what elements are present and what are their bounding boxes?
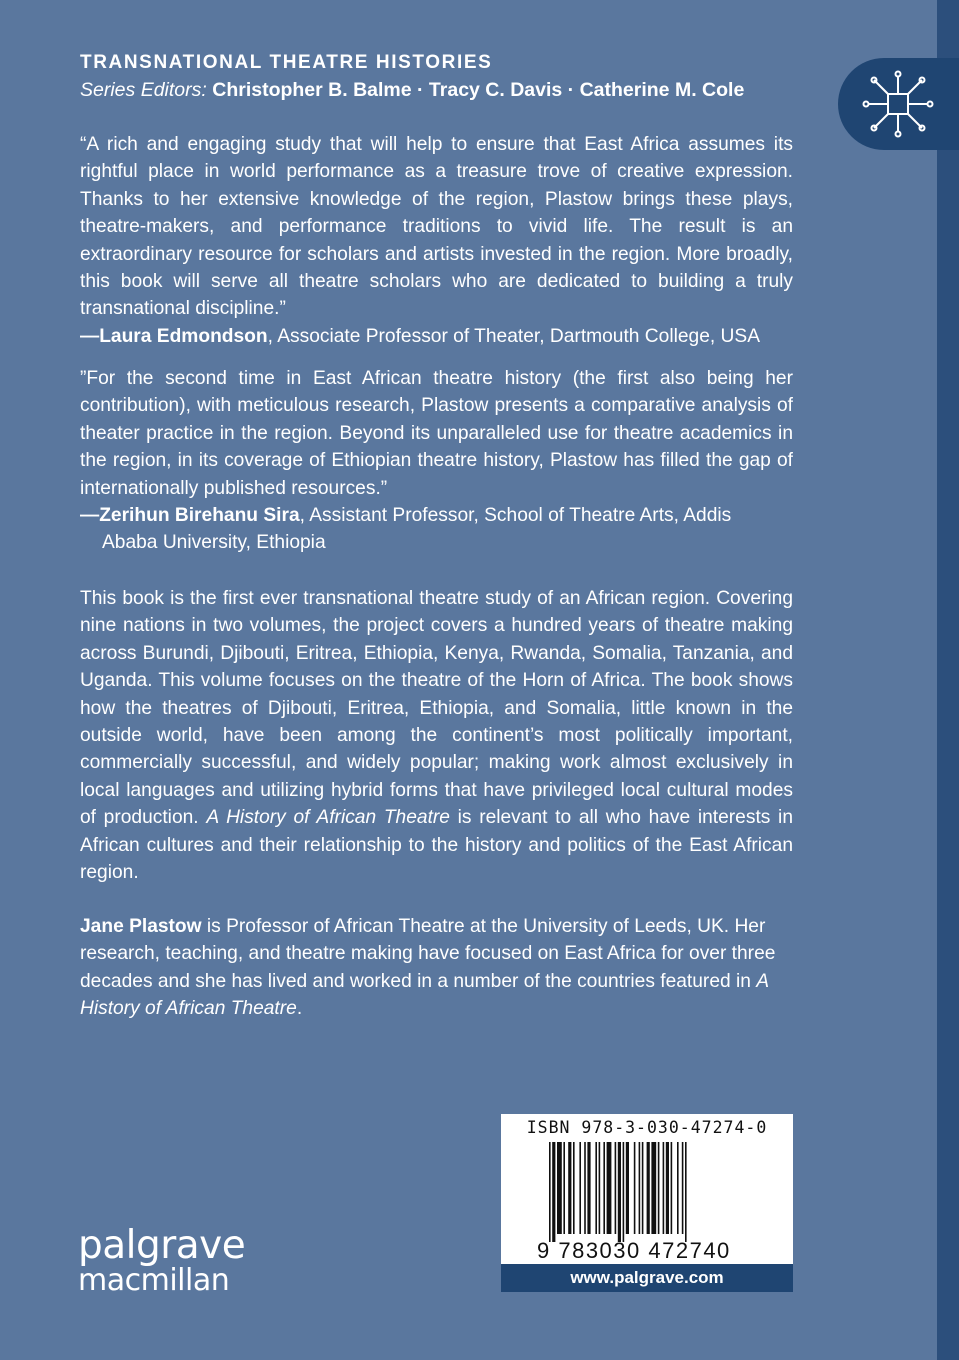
series-logo-tab bbox=[838, 58, 959, 150]
barcode-bar bbox=[584, 1142, 586, 1234]
publisher-logo-line1: palgrave bbox=[78, 1223, 246, 1268]
series-editors-names: Christopher B. Balme · Tracy C. Davis · Catherine M. Cole bbox=[212, 79, 745, 101]
barcode-bar bbox=[634, 1142, 636, 1234]
quote-2-attribution bbox=[80, 502, 793, 557]
endorsement-quote-2 bbox=[80, 365, 793, 557]
spine-strip bbox=[937, 0, 959, 1360]
bio-text: is Professor of African Theatre at the University of Leeds, UK. Her research, teaching, and theatre making have focused on East Africa for over three decades and she has lived and worked in a number of the countries featured in bbox=[80, 916, 776, 992]
series-editors-label: Series Editors: bbox=[80, 79, 207, 101]
bio-paragraph bbox=[80, 913, 793, 1023]
description-paragraph bbox=[80, 585, 793, 886]
barcode-box bbox=[501, 1114, 793, 1264]
barcode-bar bbox=[568, 1142, 571, 1234]
bio-end: . bbox=[296, 998, 303, 1020]
barcode-bar bbox=[671, 1142, 673, 1234]
quote-2-text: ”For the second time in East African theatre history (the first also being her contribution), with meticulous research, Plastow presents a comparative analysis of theater practice in the region. Beyond its unparalleled use for theatre academics in the region, in its coverage of Ethiopian theatre history, Plastow has filled the gap of internationally published resources.” bbox=[80, 368, 793, 499]
quote-2-affiliation-line1: , Assistant Professor, School of Theatre Arts, Addis bbox=[299, 505, 732, 527]
bio-book-title: A History of African Theatre bbox=[80, 970, 769, 1020]
quote-1-text: “A rich and engaging study that will help to ensure that East Africa assumes its rightful place in world performance as a treasure trove of creative expression. Thanks to her extensive knowledge of the region, Plastow brings these plays, theatre-makers, and performance traditions to vivid life. The result is an extraordinary resource for scholars and artists invested in the region. More broadly, this book will serve all theatre scholars who are dedicated to building a truly transnational discipline.” bbox=[80, 134, 793, 320]
barcode-bar bbox=[647, 1142, 650, 1234]
publisher-logo bbox=[78, 1223, 246, 1298]
publisher-url: www.palgrave.com bbox=[501, 1264, 793, 1292]
barcode-bar bbox=[595, 1142, 597, 1234]
endorsement-quote-1 bbox=[80, 131, 793, 350]
barcode-bar bbox=[666, 1142, 669, 1234]
barcode-bar bbox=[642, 1142, 644, 1234]
isbn-digits: 9 783030 472740 bbox=[537, 1238, 731, 1263]
barcode-bar bbox=[658, 1142, 660, 1234]
publisher-logo-line2: macmillan bbox=[78, 1263, 230, 1298]
barcode-bar bbox=[549, 1142, 551, 1242]
description-part2: is relevant to all who have interests in African cultures and their relationship to the history and politics of the East African region. bbox=[80, 807, 793, 884]
quote-1-author: —Laura Edmondson bbox=[80, 325, 268, 347]
barcode-bar bbox=[603, 1142, 605, 1234]
network-nodes-icon bbox=[858, 68, 938, 140]
barcode-bar bbox=[615, 1142, 617, 1234]
barcode-bar bbox=[579, 1142, 581, 1234]
barcode-bar bbox=[677, 1142, 679, 1234]
barcode-bar bbox=[682, 1142, 684, 1234]
barcode-bar bbox=[563, 1142, 565, 1234]
author-bio bbox=[80, 913, 793, 1023]
barcode-bar bbox=[557, 1142, 562, 1234]
series-editors bbox=[80, 79, 744, 102]
barcode-bar bbox=[587, 1142, 590, 1234]
barcode-bar bbox=[599, 1142, 601, 1234]
barcode-bars bbox=[549, 1142, 749, 1242]
quote-1-attribution bbox=[80, 323, 793, 350]
description-book-title: A History of African Theatre bbox=[206, 807, 450, 829]
series-title: TRANSNATIONAL THEATRE HISTORIES bbox=[80, 52, 493, 73]
barcode-bar bbox=[639, 1142, 641, 1234]
description-part1: This book is the first ever transnational theatre study of an African region. Covering nine nations in two volumes, the project covers a hundred years of theatre making across Burundi, Djibouti, Eritrea, Ethiopia, Kenya, Rwanda, Somalia, Tanzania, and Uganda. This volume focuses on the theatre of the Horn of Africa. The book shows how the theatres of Djibouti, Eritrea, Ethiopia, and Somalia, little known in the outside world, have been among the continent’s most politically important, commercially successful, and widely popular; making work almost exclusively in local languages and utilizing hybrid forms that have privileged local cultural modes of production. bbox=[80, 588, 793, 829]
barcode-bar bbox=[623, 1142, 625, 1242]
barcode-bar bbox=[663, 1142, 665, 1234]
barcode-bar bbox=[651, 1142, 656, 1234]
barcode-bar bbox=[626, 1142, 629, 1234]
quote-2-affiliation-line2: Ababa University, Ethiopia bbox=[102, 532, 326, 554]
barcode-bar bbox=[618, 1142, 621, 1242]
isbn-label: ISBN 978-3-030-47274-0 bbox=[526, 1118, 768, 1137]
barcode-bar bbox=[685, 1142, 687, 1242]
book-description bbox=[80, 585, 793, 886]
barcode-bar bbox=[573, 1142, 575, 1234]
barcode-bar bbox=[607, 1142, 612, 1234]
bio-author-name: Jane Plastow bbox=[80, 916, 202, 937]
quote-2-author: —Zerihun Birehanu Sira bbox=[80, 505, 300, 527]
quote-1-affiliation: , Associate Professor of Theater, Dartmouth College, USA bbox=[267, 325, 760, 347]
barcode-bar bbox=[552, 1142, 555, 1242]
